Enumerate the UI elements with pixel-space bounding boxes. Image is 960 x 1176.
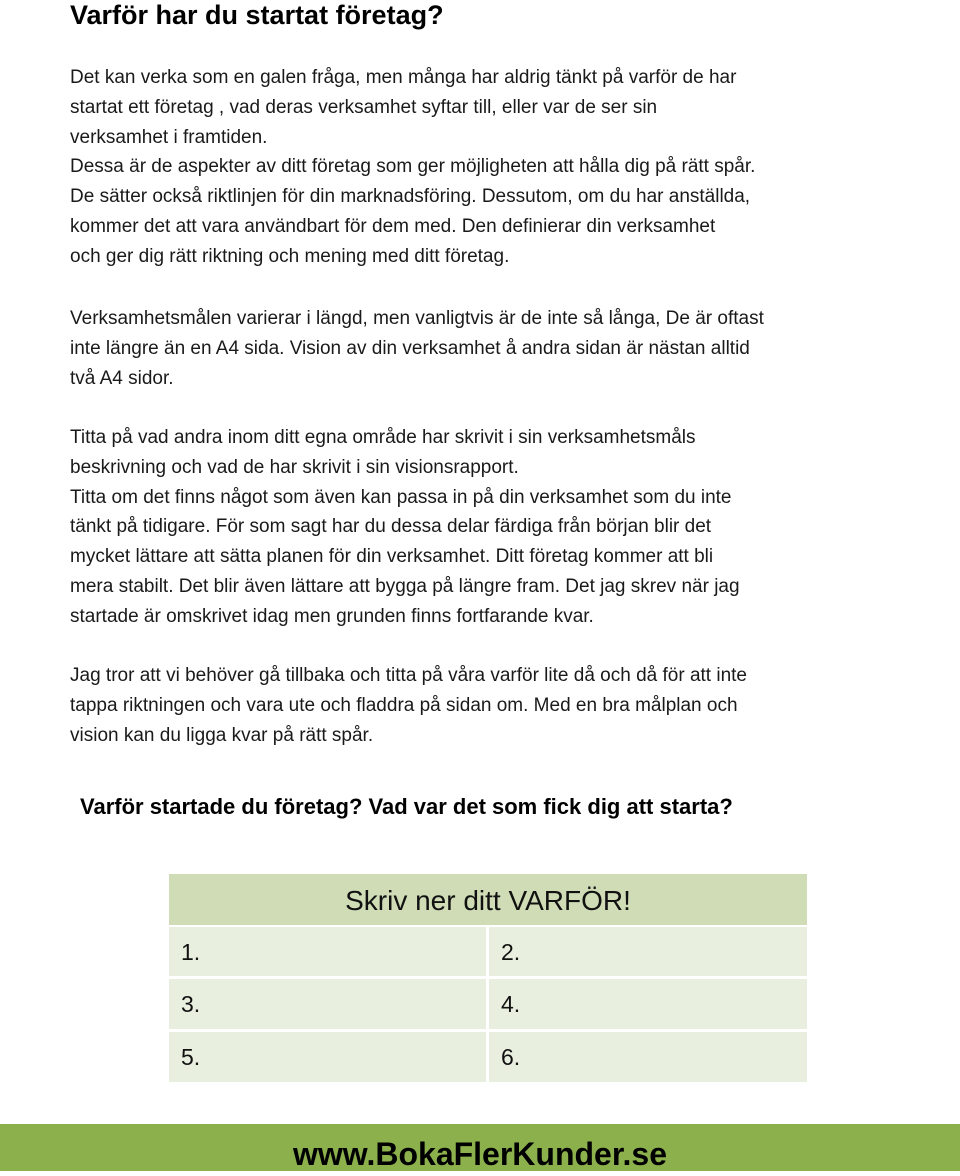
paragraph-intro: [70, 63, 950, 272]
text-line: startat ett företag , vad deras verksamhet syftar till, eller var de ser sin: [70, 96, 658, 118]
text-line: Titta på vad andra inom ditt egna område har skrivit i sin verksamhetsmåls: [70, 427, 696, 448]
text-line: Jag tror att vi behöver gå tillbaka och titta på våra varför lite då och då för att inte: [70, 665, 747, 686]
answer-cell-6[interactable]: 6.: [489, 1032, 807, 1082]
text-line: beskrivning och vad de har skrivit i sin visionsrapport.: [70, 456, 519, 478]
text-line: mycket lättare att sätta planen för din verksamhet. Ditt företag kommer att bli: [70, 546, 714, 568]
answer-cell-5[interactable]: 5.: [169, 1032, 486, 1082]
answer-cell-1[interactable]: 1.: [169, 927, 486, 976]
text-line: två A4 sidor.: [70, 367, 174, 389]
text-line: De sätter också riktlinjen för din marknadsföring. Dessutom, om du har anställda,: [70, 186, 751, 208]
answer-cell-2[interactable]: 2.: [489, 927, 807, 976]
question-heading: Varför startade du företag? Vad var det som fick dig att starta?: [80, 794, 733, 819]
text-line: tappa riktningen och vara ute och fladdra på sidan om. Med en bra målplan och: [70, 694, 738, 716]
text-line: Det kan verka som en galen fråga, men många har aldrig tänkt på varför de har: [70, 67, 737, 88]
footer-website-link[interactable]: www.BokaFlerKunder.se: [292, 1136, 668, 1172]
text-line: Titta om det finns något som även kan passa in på din verksamhet som du inte: [70, 486, 732, 508]
text-line: tänkt på tidigare. För som sagt har du dessa delar färdiga från början blir det: [70, 516, 712, 538]
answer-table: [169, 874, 807, 1082]
answer-cell-3[interactable]: 3.: [169, 979, 486, 1029]
paragraph-goals-length: [70, 304, 950, 393]
paragraph-look-at-others: [70, 423, 950, 632]
paragraph-go-back: [70, 661, 950, 750]
text-line: startade är omskrivet idag men grunden finns fortfarande kvar.: [70, 605, 594, 627]
text-line: verksamhet i framtiden.: [70, 126, 268, 148]
text-line: Verksamhetsmålen varierar i längd, men vanligtvis är de inte så långa, De är oftast: [70, 308, 764, 329]
answer-table-header: Skriv ner ditt VARFÖR!: [169, 874, 807, 925]
text-line: och ger dig rätt riktning och mening med ditt företag.: [70, 245, 510, 267]
text-line: mera stabilt. Det blir även lättare att bygga på längre fram. Det jag skrev när jag: [70, 575, 740, 597]
page-title: Varför har du startat företag?: [70, 0, 444, 30]
answer-cell-4[interactable]: 4.: [489, 979, 807, 1029]
text-line: kommer det att vara användbart för dem med. Den definierar din verksamhet: [70, 215, 716, 237]
text-line: vision kan du ligga kvar på rätt spår.: [70, 724, 374, 746]
text-line: inte längre än en A4 sida. Vision av din verksamhet å andra sidan är nästan alltid: [70, 337, 750, 359]
text-line: Dessa är de aspekter av ditt företag som ger möjligheten att hålla dig på rätt spår.: [70, 156, 756, 178]
